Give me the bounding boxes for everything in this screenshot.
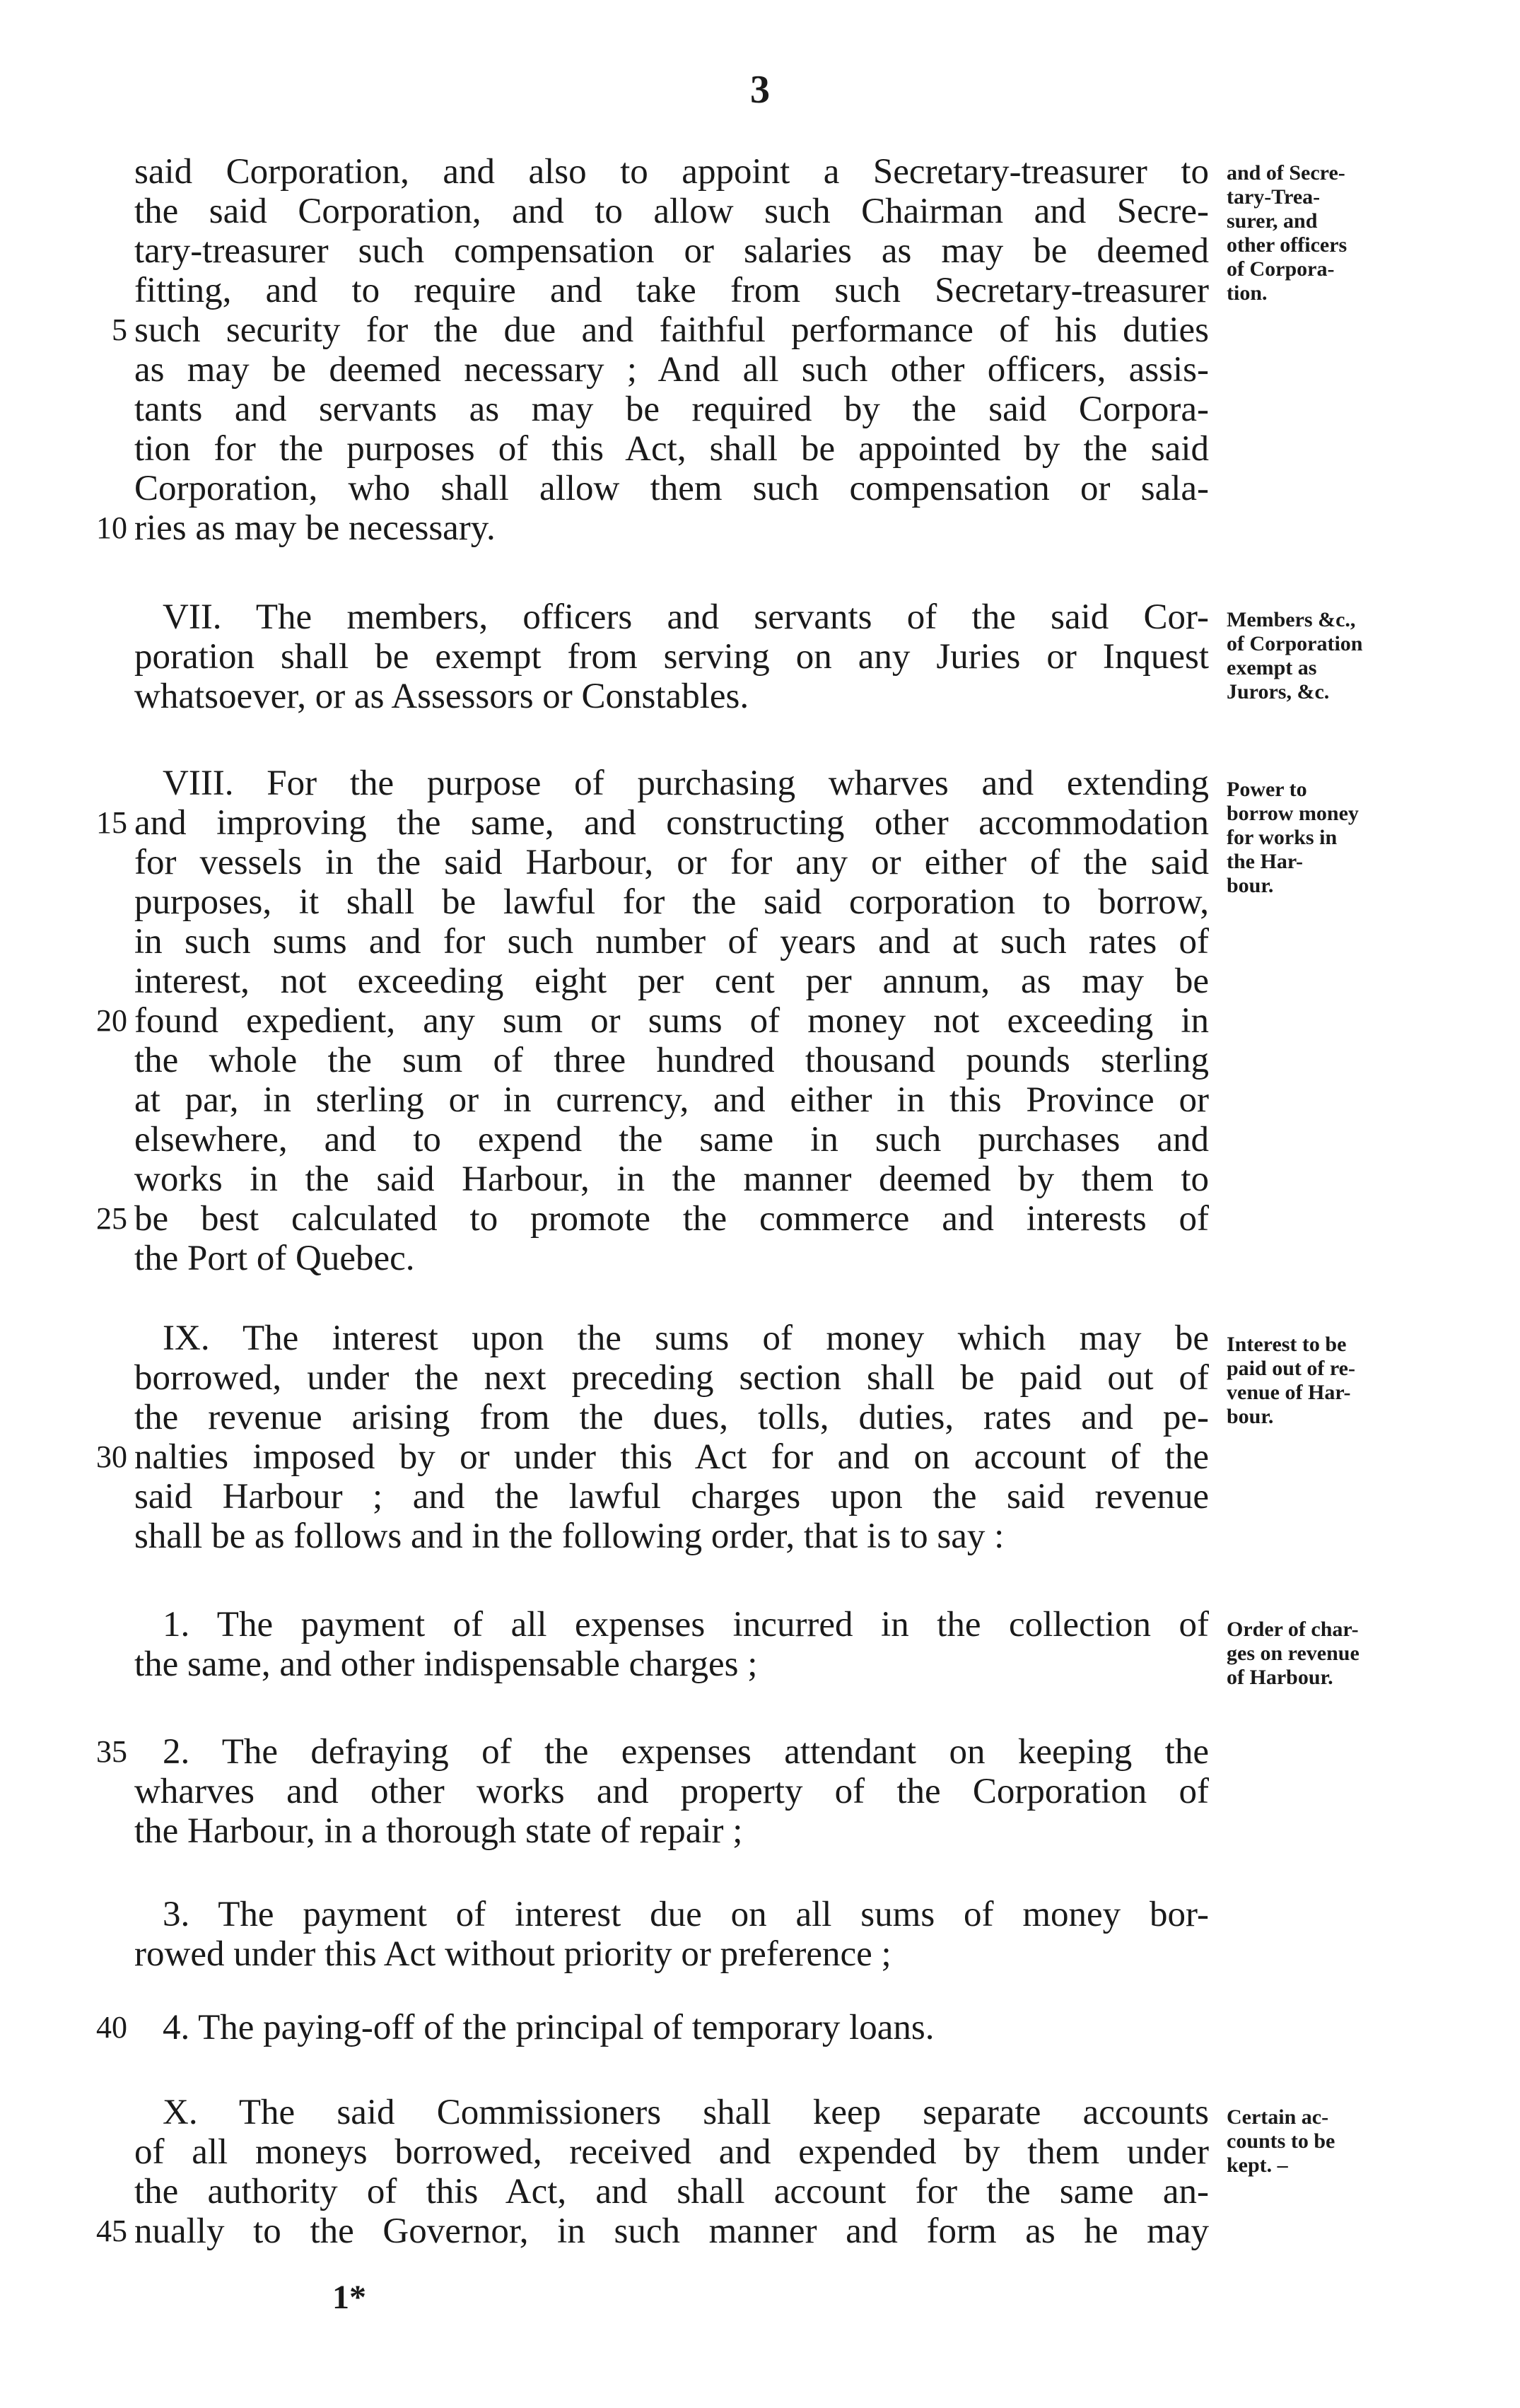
line-number: 35 (96, 1734, 127, 1769)
text-line: fitting, and to require and take from such Secretary-treasurer (134, 271, 1209, 310)
text-line: the revenue arising from the dues, tolls, duties, rates and pe- (134, 1398, 1209, 1437)
text-line: borrowed, under the next preceding section shall be paid out of (134, 1358, 1209, 1398)
text-line: as may be deemed necessary ; And all such other officers, assis- (134, 350, 1209, 390)
list-item-4 (96, 2008, 1209, 2047)
text-line: tion for the purposes of this Act, shall be appointed by the said (134, 429, 1209, 469)
line-number: 10 (96, 510, 127, 545)
text-line: X. The said Commissioners shall keep separate accounts (163, 2093, 1209, 2132)
margin-note-interest: Interest to be paid out of re- venue of Har- bour. (1227, 1333, 1355, 1428)
list-item-3 (134, 1895, 1209, 1974)
text-line: VIII. For the purpose of purchasing wharves and extending (163, 764, 1209, 803)
page-number: 3 (750, 68, 770, 112)
text-line: interest, not exceeding eight per cent per annum, as may be (134, 962, 1209, 1001)
text-line: 10 ries as may be necessary. (134, 508, 1209, 548)
line-number: 5 (112, 312, 127, 347)
line-number: 45 (96, 2214, 127, 2248)
text-line: the Harbour, in a thorough state of repair ; (134, 1811, 743, 1851)
paragraph-section-vii (134, 597, 1209, 716)
text-line: 35 2. The defraying of the expenses attendant on keeping the (134, 1732, 1209, 1772)
text-line: at par, in sterling or in currency, and either in this Province or (134, 1080, 1209, 1120)
text-line: rowed under this Act without priority or preference ; (134, 1934, 891, 1974)
text-line: 40 4. The paying-off of the principal of temporary loans. (134, 2008, 1209, 2047)
list-item-1 (134, 1605, 1209, 1684)
text-line: 3. The payment of interest due on all sums of money bor- (163, 1895, 1209, 1934)
text-line: the said Corporation, and to allow such Chairman and Secre- (134, 192, 1209, 231)
line-number: 15 (96, 805, 127, 840)
text-line: 30 nalties imposed by or under this Act for and on account of the (134, 1437, 1209, 1477)
text-line: works in the said Harbour, in the manner deemed by them to (134, 1159, 1209, 1199)
margin-note-borrow: Power to borrow money for works in the Har- bour. (1227, 778, 1359, 897)
text-line: in such sums and for such number of years and at such rates of (134, 922, 1209, 962)
text-line: for vessels in the said Harbour, or for any or either of the said (134, 843, 1209, 882)
line-number: 20 (96, 1003, 127, 1038)
text-line: IX. The interest upon the sums of money which may be (163, 1319, 1209, 1358)
text-line: Corporation, who shall allow them such compensation or sala- (134, 469, 1209, 508)
text-line: of all moneys borrowed, received and expended by them under (134, 2132, 1209, 2172)
margin-note-order: Order of char- ges on revenue of Harbour. (1227, 1618, 1360, 1689)
paragraph-section-viii (96, 764, 1209, 1278)
text-line: 5 such security for the due and faithful performance of his duties (134, 310, 1209, 350)
text-line: shall be as follows and in the following order, that is to say : (134, 1516, 1005, 1556)
line-number: 30 (96, 1439, 127, 1474)
margin-note-exempt: Members &c., of Corporation exempt as Jurors, &c. (1227, 608, 1363, 703)
margin-note-accounts: Certain ac- counts to be kept. – (1227, 2105, 1335, 2177)
text-line: 45 nually to the Governor, in such manner and form as he may (134, 2211, 1209, 2251)
text-line: 1. The payment of all expenses incurred in the collection of (163, 1605, 1209, 1644)
text-line: 25 be best calculated to promote the commerce and interests of (134, 1199, 1209, 1239)
text-line: 15 and improving the same, and constructing other accommodation (134, 803, 1209, 843)
text-line: the whole the sum of three hundred thousand pounds sterling (134, 1041, 1209, 1080)
signature-mark: 1* (332, 2279, 366, 2316)
paragraph-section-vi-continued (96, 152, 1209, 548)
text-line: wharves and other works and property of the Corporation of (134, 1772, 1209, 1811)
text-line: tants and servants as may be required by the said Corpora- (134, 390, 1209, 429)
text-line: poration shall be exempt from serving on any Juries or Inquest (134, 637, 1209, 677)
paragraph-section-x (96, 2093, 1209, 2251)
text-line: VII. The members, officers and servants of the said Cor- (163, 597, 1209, 637)
line-number: 40 (96, 2010, 127, 2045)
text-line: purposes, it shall be lawful for the said corporation to borrow, (134, 882, 1209, 922)
text-line: the same, and other indispensable charges ; (134, 1644, 758, 1684)
text-line: said Corporation, and also to appoint a Secretary-treasurer to (134, 152, 1209, 192)
paragraph-section-ix (96, 1319, 1209, 1556)
margin-note-officers: and of Secre- tary-Trea- surer, and other officers of Corpora- tion. (1227, 161, 1347, 305)
text-line: said Harbour ; and the lawful charges upon the said revenue (134, 1477, 1209, 1516)
text-line: whatsoever, or as Assessors or Constables. (134, 677, 749, 716)
text-line: the authority of this Act, and shall account for the same an- (134, 2172, 1209, 2211)
text-line: the Port of Quebec. (134, 1239, 415, 1278)
text-line: tary-treasurer such compensation or salaries as may be deemed (134, 231, 1209, 271)
line-number: 25 (96, 1201, 127, 1236)
list-item-2 (96, 1732, 1209, 1851)
text-line: 20 found expedient, any sum or sums of money not exceeding in (134, 1001, 1209, 1041)
text-line: elsewhere, and to expend the same in such purchases and (134, 1120, 1209, 1159)
